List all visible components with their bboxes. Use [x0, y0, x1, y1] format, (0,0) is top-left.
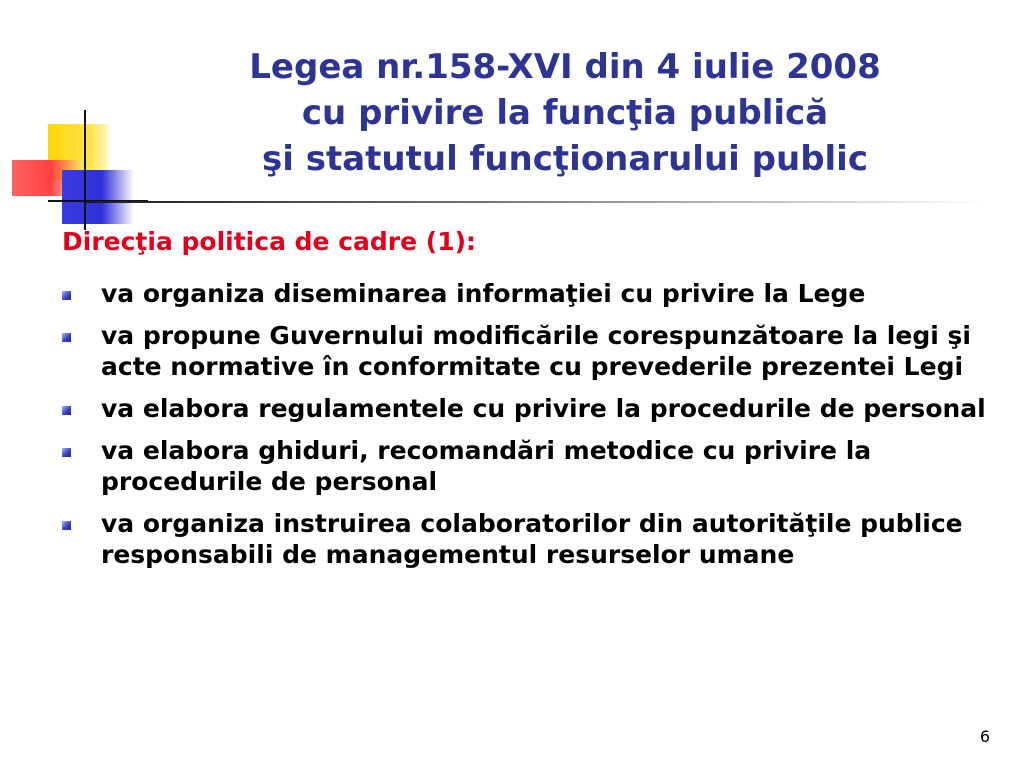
- bullet-text: va elabora regulamentele cu privire la procedurile de personal: [101, 394, 986, 423]
- blue-square-decoration: [62, 170, 134, 224]
- square-bullet-icon: [62, 291, 71, 300]
- bullet-text: va organiza instruirea colaboratorilor din autorităţile publice responsabili de managementul resurselor umane: [101, 509, 963, 569]
- section-heading: Direcţia politica de cadre (1):: [62, 227, 477, 256]
- vertical-line-decoration: [84, 110, 86, 230]
- square-bullet-icon: [62, 448, 71, 457]
- list-item: [62, 320, 1002, 382]
- title-line-1: Legea nr.158-XVI din 4 iulie 2008: [249, 47, 881, 87]
- title-line-2: cu privire la funcţia publică: [301, 93, 829, 133]
- title-line-3: şi statutul funcţionarului public: [261, 139, 868, 179]
- square-bullet-icon: [62, 406, 71, 415]
- page-number: 6: [979, 727, 990, 746]
- slide-title: [150, 44, 980, 182]
- bullet-text: va propune Guvernului modificările corespunzătoare la legi şi acte normative în conformitate cu prevederile prezentei Legi: [101, 321, 971, 381]
- list-item: [62, 435, 1002, 497]
- square-bullet-icon: [62, 521, 71, 530]
- list-item: [62, 508, 1002, 570]
- bullet-text: va elabora ghiduri, recomandări metodice cu privire la procedurile de personal: [101, 436, 872, 496]
- list-item: [62, 278, 1002, 309]
- list-item: [62, 393, 1002, 424]
- bullet-list: [62, 278, 1002, 581]
- bullet-text: va organiza diseminarea informaţiei cu privire la Lege: [101, 279, 866, 308]
- square-bullet-icon: [62, 333, 71, 342]
- title-divider: [86, 201, 986, 203]
- corner-decoration: [0, 0, 160, 240]
